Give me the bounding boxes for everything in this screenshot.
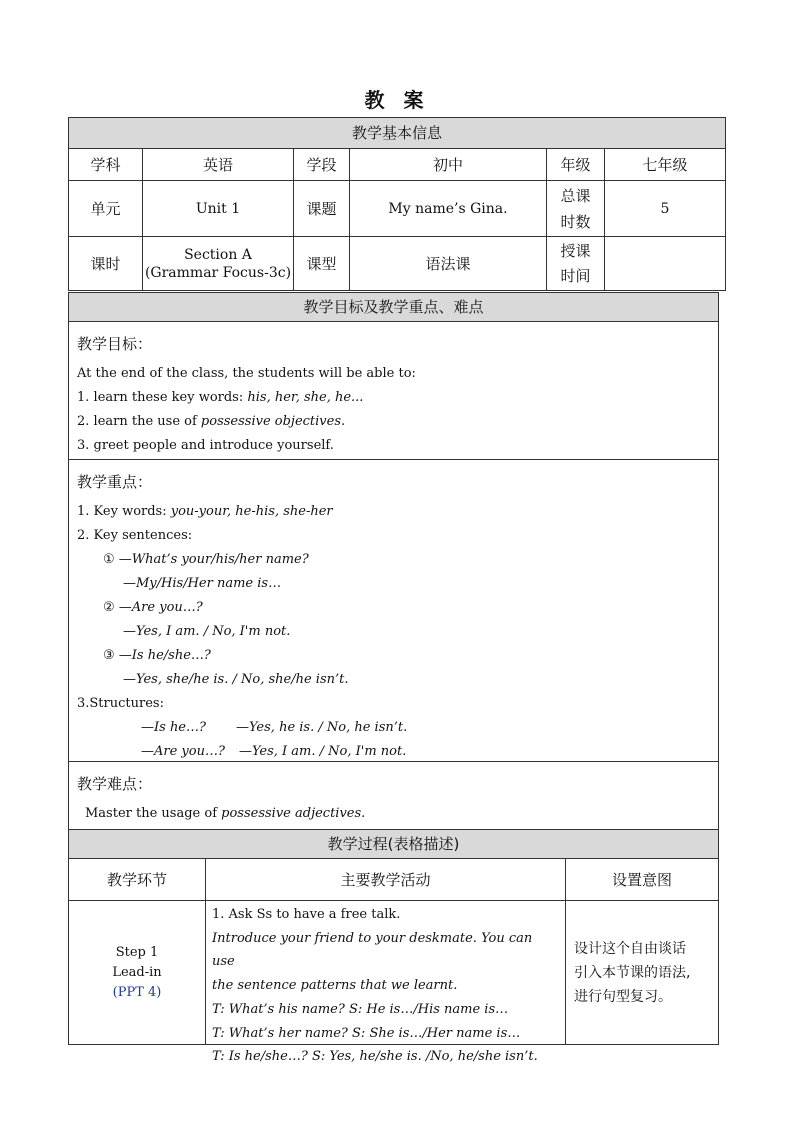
intent-line-1: 设计这个自由谈话 (574, 941, 686, 957)
total-hours-label-line1: 总课 (560, 186, 591, 205)
intent-line-2: 引入本节课的语法, (574, 965, 691, 981)
step-1-intent (565, 900, 719, 1045)
teaching-time-label-line1: 授课 (560, 241, 591, 260)
activity-line-2: Introduce your friend to your deskmate. You can use (212, 930, 533, 970)
teaching-time-value (604, 236, 726, 291)
unit-value: Unit 1 (142, 180, 294, 237)
total-hours-value: 5 (604, 180, 726, 237)
basic-info-header: 教学基本信息 (68, 117, 726, 149)
activity-line-1: 1. Ask Ss to have a free talk. (212, 907, 401, 922)
page-title: 教 案 (364, 88, 430, 112)
grade-value: 七年级 (604, 148, 726, 181)
teaching-goals-section (68, 321, 719, 460)
structure-1: —Is he…? —Yes, he is. / No, he isn’t. (141, 720, 408, 735)
activity-line-5: T: What’s her name? S: She is…/Her name is… (212, 1025, 521, 1041)
subject-value: 英语 (142, 148, 294, 181)
teaching-goals-title: 教学目标： (77, 335, 153, 353)
intent-line-3: 进行句型复习。 (574, 989, 672, 1005)
stage-column-header: 教学环节 (68, 858, 206, 901)
total-hours-label-line2: 时数 (560, 212, 591, 231)
period-value-line2: (Grammar Focus-3c) (144, 264, 292, 281)
activity-line-3: the sentence patterns that we learnt. (212, 978, 458, 994)
goals-intro: At the end of the class, the students will be able to: (77, 366, 416, 381)
unit-label: 单元 (68, 180, 143, 237)
intent-column-header: 设置意图 (565, 858, 719, 901)
difficulties-text: Master the usage of possessive adjectives. (85, 806, 366, 821)
structure-2: —Are you…? —Yes, I am. / No, I'm not. (141, 744, 407, 759)
teaching-time-label-line2: 时间 (560, 266, 591, 285)
sentence-2-question: ② —Are you…? (103, 600, 203, 615)
stage-value: 初中 (349, 148, 547, 181)
difficulties-title: 教学难点： (77, 775, 153, 793)
lesson-type-label: 课型 (293, 236, 350, 291)
sentence-1-question: ① —What’s your/his/her name? (103, 552, 309, 567)
topic-value: My name’s Gina. (349, 180, 547, 237)
sentence-3-question: ③ —Is he/she…? (103, 648, 211, 663)
objectives-header: 教学目标及教学重点、难点 (68, 292, 719, 322)
step-1-activities (205, 900, 566, 1065)
period-value-line1: Section A (184, 246, 252, 263)
activities-column-header: 主要教学活动 (205, 858, 566, 901)
period-label: 课时 (68, 236, 143, 291)
key-words: 1. Key words: you-your, he-his, she-her (77, 504, 333, 519)
subject-label: 学科 (68, 148, 143, 181)
goal-2: 2. learn the use of possessive objectives. (77, 414, 346, 429)
total-hours-label (546, 180, 605, 237)
difficulties-section (68, 761, 719, 830)
key-points-title: 教学重点： (77, 473, 153, 491)
topic-label: 课题 (293, 180, 350, 237)
lesson-type-value: 语法课 (349, 236, 547, 291)
goal-3: 3. greet people and introduce yourself. (77, 438, 334, 453)
activity-line-6: T: Is he/she…? S: Yes, he/she is. /No, he/she isn’t. (212, 1049, 538, 1065)
sentence-1-answer: —My/His/Her name is… (123, 576, 282, 591)
key-sentences-label: 2. Key sentences: (77, 528, 193, 543)
step-1-label: Step 1 (115, 944, 159, 960)
goal-1: 1. learn these key words: his, her, she, he... (77, 390, 364, 405)
step-1-ppt: (PPT 4) (112, 984, 162, 1000)
sentence-3-answer: —Yes, she/he is. / No, she/he isn’t. (123, 672, 349, 687)
activity-line-4: T: What’s his name? S: He is…/His name is… (212, 1001, 509, 1017)
key-points-section (68, 459, 719, 762)
process-header: 教学过程(表格描述) (68, 829, 719, 859)
grade-label: 年级 (546, 148, 605, 181)
teaching-time-label (546, 236, 605, 291)
step-1-name: Lead-in (112, 964, 162, 980)
step-1-cell (68, 900, 206, 1045)
structures-label: 3.Structures: (77, 696, 164, 711)
stage-label: 学段 (293, 148, 350, 181)
sentence-2-answer: —Yes, I am. / No, I'm not. (123, 624, 291, 639)
period-value (142, 236, 294, 291)
